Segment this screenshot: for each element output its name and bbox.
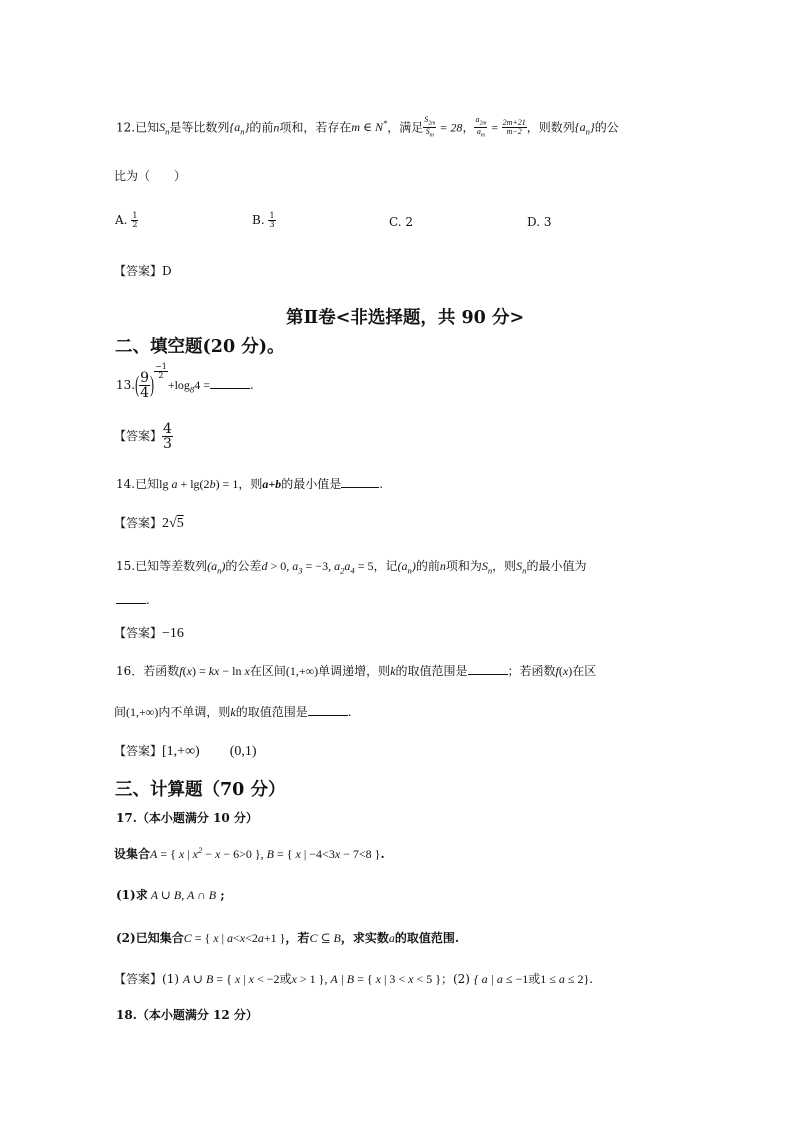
answer-tag: 【答案】 [114,264,163,278]
text: 的取值范围是 [235,705,308,719]
math: n [273,120,280,135]
math: k [230,705,236,719]
math: lg a + lg(2b) = 1 [159,477,239,491]
text: 的公差 [225,559,262,573]
answer-14 [114,514,184,532]
option-value: 3 [543,215,552,229]
math: [1,+∞) [162,744,200,759]
fraction: $\frac{4}{3}$ [163,421,172,452]
text: ，则 [492,559,517,573]
fraction: $\frac{2m+21}{m-2}$ [502,118,526,137]
math: f(x) [555,664,573,678]
text: 间 [114,705,127,719]
text: 若函数 [143,664,180,678]
math: A ∪ B, A ∩ B [147,888,217,902]
question-12-line1 [116,116,619,140]
text: 在区间 [249,664,286,678]
math: f(x) = kx − ln x [179,664,250,678]
question-17-stem: 设集合A = { x | $x^2 - x - 6>0$ }, B = { x | −4<3x − 7<8 }. [114,845,385,861]
option-label: D. [527,215,541,229]
math: $\{a_n\}$ [229,120,250,137]
answer-blank [308,714,348,716]
math: (0,1) [229,744,257,759]
section-heading-fill-in: 二、填空题(20 分)。 [115,337,285,357]
text: 项和为 [445,559,482,573]
exponent: −1 2 [155,362,167,380]
question-number: 13. [116,378,136,392]
math: k [390,664,396,678]
text: 的最小值为 [526,559,587,573]
math: $(a_n)$ [397,559,416,576]
option-label: C. [389,215,402,229]
answer-tag: 【答案】 [114,626,163,640]
text: 的取值范围. [394,931,460,945]
fraction: $\frac{1}{2}$ [132,211,138,229]
math: d > 0, $a_3 = -3$, $a_2a_4 = 5$ [261,559,374,576]
question-17-header: 17.（本小题满分 10 分） [116,811,258,825]
math: ( [135,371,140,398]
answer-blank [210,387,250,389]
math: 2√5 [162,516,184,531]
question-number: 12. [116,120,136,135]
text: ，若 [285,931,310,945]
text: (1)求 [116,888,148,902]
answer-value: −16 [162,626,184,641]
question-13: 13.( $\frac{9}{4}$ ) $^{\frac{-1}{2}}$ $+\log_84$ = . [116,362,254,401]
math: $S_n$ [481,559,493,576]
answer-blank [468,673,508,675]
option-label: A. [115,213,128,227]
question-14: 14.已知lg a + lg(2b) = 1，则a+b的最小值是 . [116,477,384,491]
math: a [388,931,395,945]
math: A ∪ B = { x | x < −2或x > 1 }, A | B = { x | 3 < x < 5 } [182,972,441,986]
option-a [115,212,138,229]
fraction: $\frac{9}{4}$ [140,370,150,401]
math: ) [150,371,155,398]
math: = [487,120,502,135]
text: ；若函数 [507,664,556,678]
math: C ⊆ B [309,931,341,945]
text: (2)已知集合 [116,931,184,945]
text: 的前 [249,120,274,135]
math: $S_n$ [516,559,527,576]
text: ，求实数 [340,931,389,945]
question-16-line2: 间(1,+∞)内不单调，则k的取值范围是 . [114,705,352,719]
question-17-part1: (1)求 A ∪ B, A ∩ B ; [116,888,225,902]
math: n [439,559,446,573]
fraction: $\frac{1}{3}$ [269,211,275,229]
question-number: 16． [116,664,144,678]
text: 项和，若存在 [279,120,352,135]
volume-title: 第Ⅱ卷<非选择题，共 90 分> [286,308,525,328]
answer-tag: 【答案】 [114,429,163,443]
question-number: 15. [116,559,136,573]
option-value: 2 [405,215,414,229]
answer-16 [114,742,257,760]
text: 的前 [415,559,440,573]
text: ；(2) [440,972,470,986]
text: 的最小值是 [281,477,342,491]
math: $S_n$ [159,120,170,137]
text: 在区 [572,664,597,678]
text: 内不单调，则 [158,705,231,719]
text: 已知 [135,120,160,135]
answer-blank [341,486,379,488]
math: $\{a_n\}$ [574,120,595,137]
question-15-line2: . [116,593,150,607]
answer-tag: 【答案】 [114,516,163,530]
text: 是等比数列 [169,120,230,135]
option-d [527,215,551,229]
text: 已知 [135,477,160,491]
text: 的取值范围是 [395,664,468,678]
math: a+b [262,477,282,491]
fraction: $\frac{a_{2m}}{a_m}$ [475,115,487,139]
fraction: $\frac{S_{2m}}{S_m}$ [424,115,436,139]
answer-15 [114,624,184,642]
math: (1,+∞) [285,664,319,678]
option-label: B. [252,213,265,227]
math: A = { x | $x^2 - x - 6>0$ }, B = { x | −4<3x − 7<8 } [150,845,381,861]
text: 设集合 [114,847,151,861]
text: ，则 [238,477,263,491]
answer-tag: 【答案】 [114,744,163,758]
text: ， [462,120,475,135]
answer-value: D [162,264,172,278]
question-15-line1 [116,557,587,575]
question-16-line1 [116,662,596,679]
option-c [389,215,413,229]
text: (1) [162,972,180,986]
text: 已知等差数列 [135,559,208,573]
answer-17: 【答案】(1) A ∪ B = { x | x < −2或x > 1 }, A | B = { x | 3 < x < 5 }；(2) { a | a ≤ −1或1 ≤ a ≤ 2}. [114,972,594,986]
text: ，记 [373,559,398,573]
math: (1,+∞) [126,705,159,719]
math: C = { x | a<x<2a+1 } [183,931,286,945]
math: m ∈ N* [351,118,388,135]
option-b [252,212,276,229]
text: 单调递增，则 [318,664,391,678]
answer-blank [116,602,146,604]
math: = 28 [436,120,463,135]
math: { a | a ≤ −1或1 ≤ a ≤ 2} [473,972,590,986]
answer-13 [114,422,173,451]
answer-12 [114,262,172,279]
question-18-header: 18.（本小题满分 12 分） [116,1008,258,1022]
math: $+\log_84$ = [167,378,211,395]
text: 的公 [594,120,619,135]
question-12-line2: 比为（ ） [114,169,187,183]
answer-tag: 【答案】 [114,972,163,986]
question-17-part2 [116,929,459,946]
question-number: 14. [116,477,136,491]
text: ，满足 [387,120,424,135]
section-heading-calculation: 三、计算题（70 分） [115,780,286,800]
math: $(a_n)$ [207,559,226,576]
text: ，则数列 [526,120,575,135]
